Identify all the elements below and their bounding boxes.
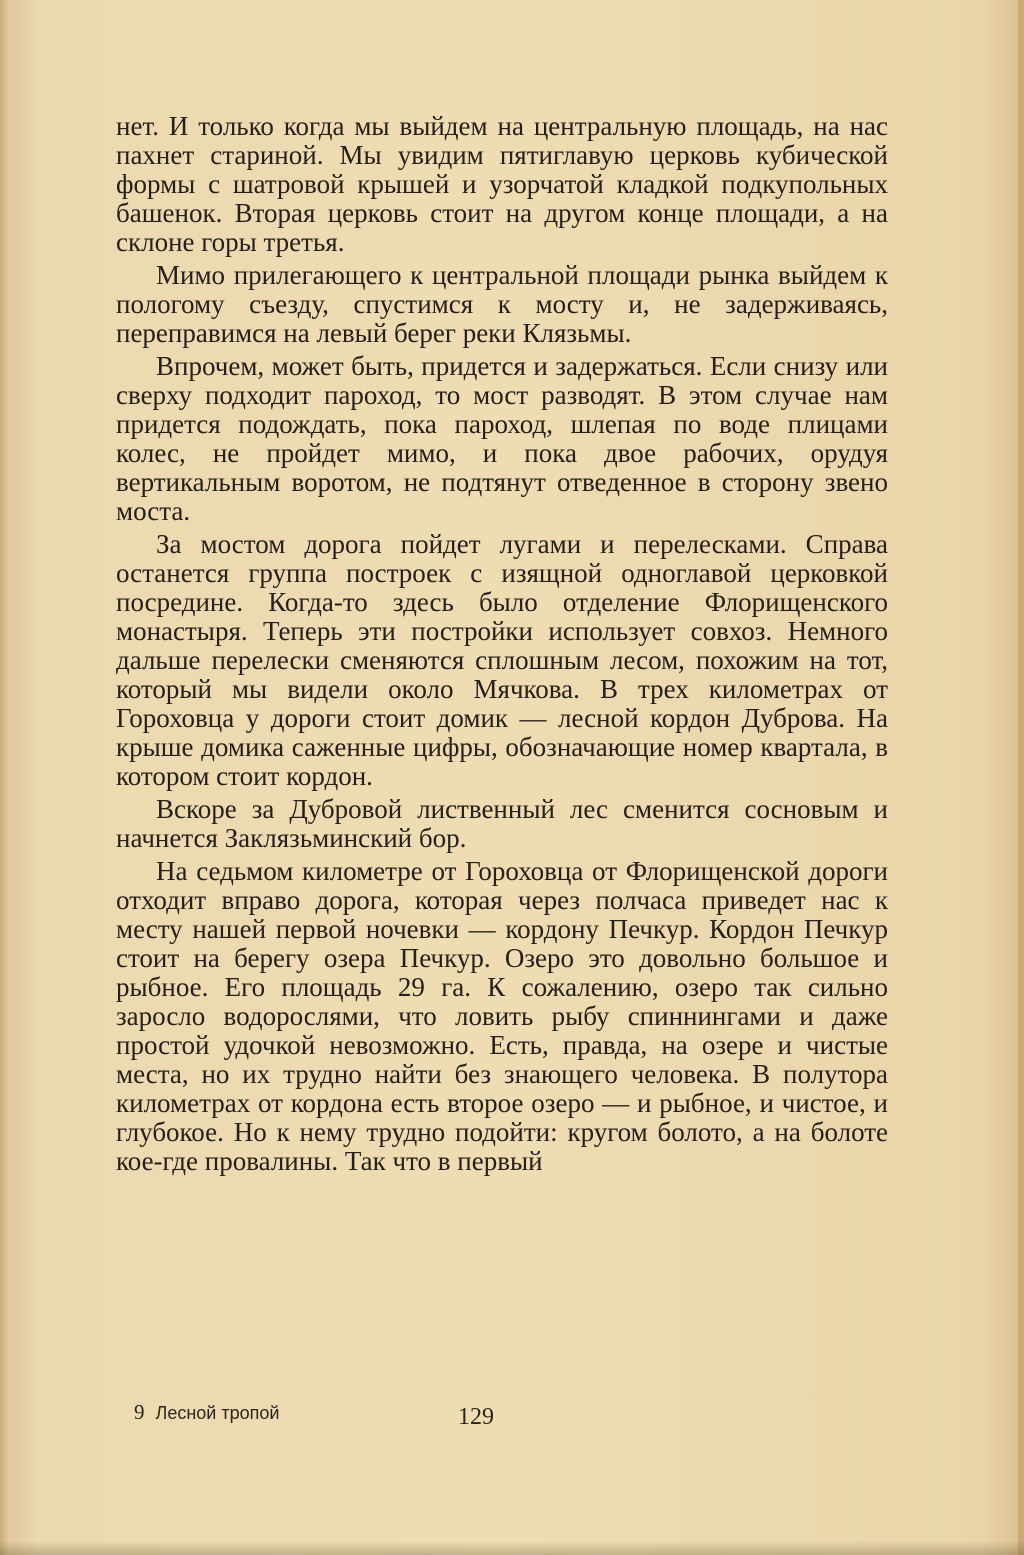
main-text [116, 112, 888, 1180]
paragraph: Вскоре за Дубровой лиственный лес сменится сосновым и начнется Заклязьминский бор. [116, 794, 888, 853]
paragraph: нет. И только когда мы выйдем на центральную площадь, на нас пахнет стариной. Мы увидим пятиглавую церковь кубической формы с шатровой крышей и узорчатой кладкой подкупольных башенок. Вторая церковь стоит на другом конце площади, а на склоне горы третья. [116, 111, 888, 257]
printer-signature [134, 1400, 279, 1425]
page-footer [134, 1400, 894, 1436]
paragraph: Впрочем, может быть, придется и задержаться. Если снизу или сверху подходит пароход, то мост разводят. В этом случае нам придется подождать, пока пароход, шлепая по воде плицами колес, не пройдет мимо, и пока двое рабочих, орудуя вертикальным воротом, не подтянут отведенное в сторону звено моста. [116, 351, 888, 526]
paragraph: Мимо прилегающего к центральной площади рынка выйдем к пологому съезду, спустимся к мосту и, не задерживаясь, переправимся на левый берег реки Клязьмы. [116, 260, 888, 348]
page-bottom-shadow [0, 1541, 1024, 1555]
signature-number: 9 [134, 1400, 145, 1424]
signature-title: Лесной тропой [155, 1403, 280, 1423]
page-right-edge [1018, 0, 1024, 1555]
paragraph: На седьмом километре от Гороховца от Флорищенской дороги отходит вправо дорога, которая через полчаса приведет нас к месту нашей первой ночевки — кордону Печкур. Кордон Печкур стоит на берегу озера Печкур. Озеро это довольно большое и рыбное. Его площадь 29 га. К сожалению, озеро так сильно заросло водорослями, что ловить рыбу спиннингами и даже простой удочкой невозможно. Есть, правда, на озере и чистые места, но их трудно найти без знающего человека. В полутора километрах от кордона есть второе озеро — и рыбное, и чистое, и глубокое. Но к нему трудно подойти: кругом болото, а на болоте кое-где провалины. Так что в первый [116, 856, 888, 1176]
paragraph: За мостом дорога пойдет лугами и перелесками. Справа останется группа построек с изящной одноглавой церковкой посредине. Когда-то здесь было отделение Флорищенского монастыря. Теперь эти постройки использует совхоз. Немного дальше перелески сменяются сплошным лесом, похожим на тот, который мы видели около Мячкова. В трех километрах от Гороховца у дороги стоит домик — лесной кордон Дуброва. На крыше домика саженные цифры, обозначающие номер квартала, в котором стоит кордон. [116, 529, 888, 791]
page-number: 129 [458, 1404, 494, 1430]
page-left-edge [0, 0, 10, 1555]
